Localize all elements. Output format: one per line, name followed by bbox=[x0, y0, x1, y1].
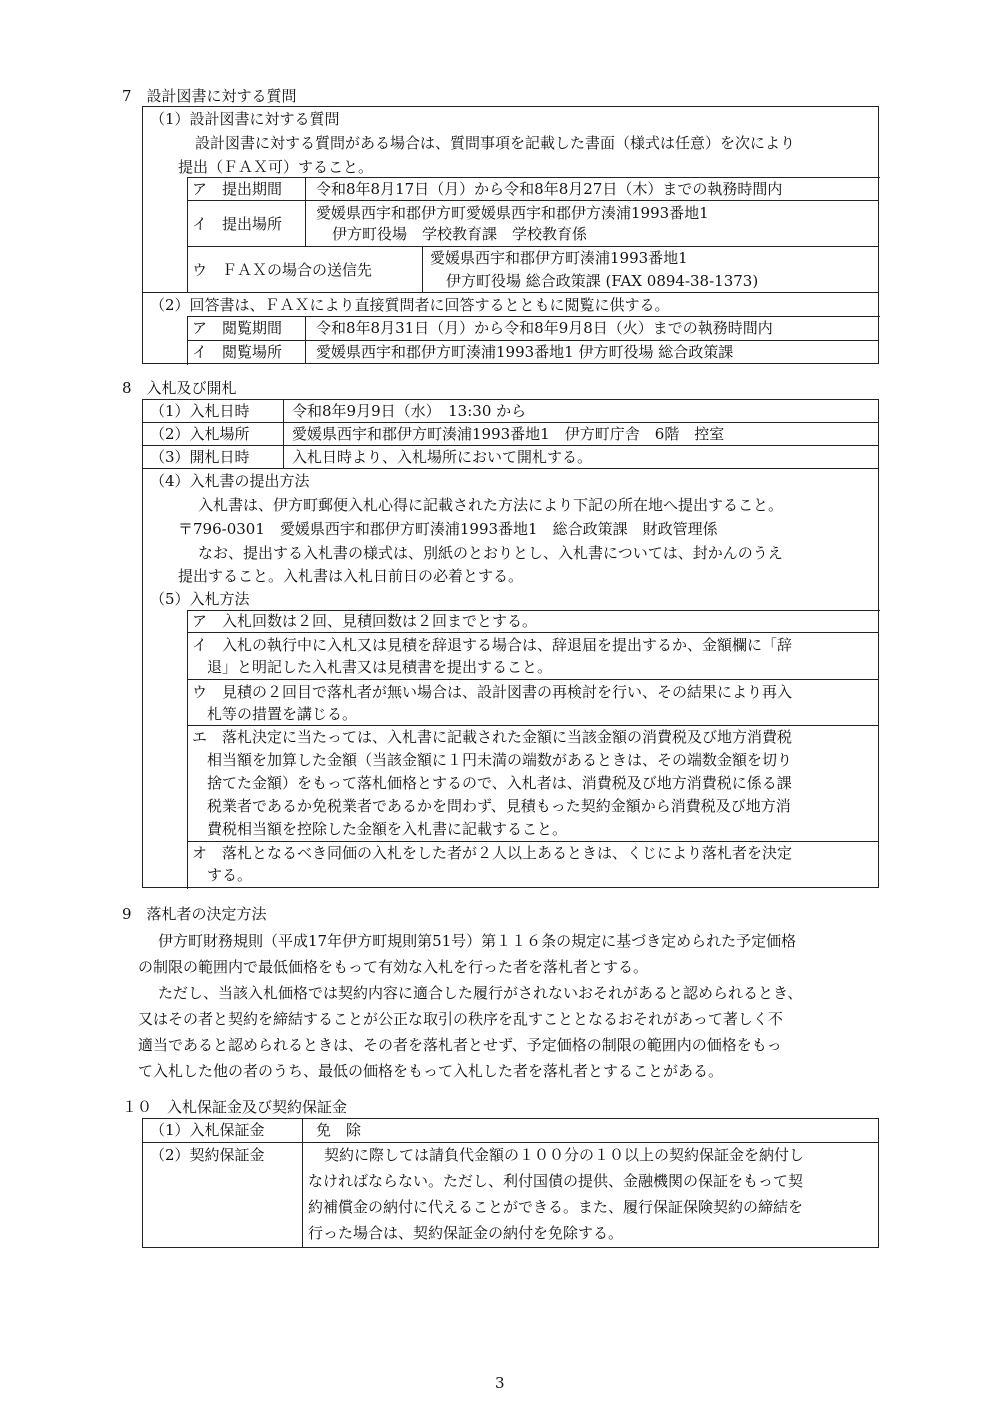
s8-method-u-line2: 札等の措置を講じる。 bbox=[207, 705, 358, 723]
s8-method-o-line2: する。 bbox=[207, 866, 253, 884]
s9-line5: 適当であると認められるときは、その者を落札者とせず、予定価格の制限の範囲内の価格をもっ bbox=[138, 1036, 782, 1054]
s9-line3: ただし、当該入札価格では契約内容に適合した履行がされないおそれがあると認められるとき、 bbox=[158, 984, 803, 1002]
s8-method-e-line4: 税業者であるか免税業者であるかを問わず、見積もった契約金額から消費税及び地方消 bbox=[207, 797, 791, 815]
s10-contract-bond-line4: 行った場合は、契約保証金の納付を免除する。 bbox=[308, 1224, 624, 1242]
s8-method-i-line1: イ 入札の執行中に入札又は見積を辞退する場合は、辞退届を提出するか、金額欄に「辞 bbox=[192, 636, 793, 654]
s10-bid-bond-label: （1）入札保証金 bbox=[150, 1121, 265, 1139]
s10-contract-bond-line3: 約補償金の納付に代えることができる。また、履行保証保険契約の締結を bbox=[308, 1198, 804, 1216]
s8-method-e-line2: 相当額を加算した金額（当該金額に１円未満の端数があるときは、その端数金額を切り bbox=[207, 751, 793, 769]
s8-date-value: 令和8年9月9日（水） 13:30 から bbox=[292, 402, 527, 420]
s7-row-fax-value-line1: 愛媛県西宇和郡伊方町湊浦1993番地1 bbox=[430, 249, 688, 267]
s8-p4-line3: なお、提出する入札書の様式は、別紙のとおりとし、入札書については、封かんのうえ bbox=[198, 544, 783, 562]
s9-line1: 伊方町財務規則（平成17年伊方町規則第51号）第１１６条の規定に基づき定められた予定価格 bbox=[158, 932, 797, 950]
s10-contract-bond-line1: 契約に際しては請負代金額の１００分の１０以上の契約保証金を納付し bbox=[324, 1146, 805, 1164]
s7-row-fax-label: ウ ＦＡＸの場合の送信先 bbox=[192, 261, 373, 279]
s8-method-i-line2: 退」と明記した入札書又は見積書を提出すること。 bbox=[207, 658, 553, 676]
s7-viewing-place-label: イ 閲覧場所 bbox=[192, 343, 283, 361]
s7-row-period-value: 令和8年8月17日（月）から令和8年8月27日（木）までの執務時間内 bbox=[316, 180, 783, 198]
s10-contract-bond-line2: なければならない。ただし、利付国債の提供、金融機関の保証をもって契 bbox=[308, 1172, 804, 1190]
section-7-heading: 7 設計図書に対する質問 bbox=[122, 87, 297, 105]
s8-place-label: （2）入札場所 bbox=[150, 425, 250, 443]
s7-p1-body-line2: 提出（ＦＡＸ可）すること。 bbox=[178, 158, 374, 176]
s10-bid-bond-value: 免 除 bbox=[316, 1121, 362, 1139]
s8-opening-value: 入札日時より、入札場所において開札する。 bbox=[292, 448, 593, 466]
s8-p4-line1: 入札書は、伊方町郵便入札心得に記載された方法により下記の所在地へ提出すること。 bbox=[198, 496, 784, 514]
s8-p4-line4: 提出すること。入札書は入札日前日の必着とする。 bbox=[178, 567, 524, 585]
s7-viewing-place-value: 愛媛県西宇和郡伊方町湊浦1993番地1 伊方町役場 総合政策課 bbox=[316, 343, 734, 361]
section-8-heading: 8 入札及び開札 bbox=[122, 379, 237, 397]
page-number: 3 bbox=[495, 1374, 505, 1392]
s9-line4: 又はその者と契約を締結することが公正な取引の秩序を乱すこととなるおそれがあって著しく不 bbox=[138, 1010, 783, 1028]
s8-p4-title: （4）入札書の提出方法 bbox=[150, 472, 310, 490]
s7-viewing-period-label: ア 閲覧期間 bbox=[192, 319, 283, 337]
s8-method-e-line3: 捨てた金額）をもって落札価格とするので、入札者は、消費税及び地方消費税に係る課 bbox=[207, 774, 792, 792]
s8-method-e-line1: エ 落札決定に当たっては、入札書に記載された金額に当該金額の消費税及び地方消費税 bbox=[192, 728, 793, 746]
s7-row-place-value-line1: 愛媛県西宇和郡伊方町愛媛県西宇和郡伊方湊浦1993番地1 bbox=[316, 204, 709, 222]
s7-p2-title: （2）回答書は、ＦＡＸにより直接質問者に回答するとともに閲覧に供する。 bbox=[150, 296, 670, 314]
s9-line6: て入札した他の者のうち、最低の価格をもって入札した者を落札者とすることがある。 bbox=[138, 1062, 724, 1080]
s8-place-value: 愛媛県西宇和郡伊方町湊浦1993番地1 伊方町庁舎 6階 控室 bbox=[292, 425, 725, 443]
s7-viewing-period-value: 令和8年8月31日（月）から令和8年9月8日（火）までの執務時間内 bbox=[316, 319, 773, 337]
s7-row-fax-value-line2: 伊方町役場 総合政策課 (FAX 0894-38-1373) bbox=[446, 272, 759, 290]
s8-method-a: ア 入札回数は２回、見積回数は２回までとする。 bbox=[192, 612, 538, 630]
s7-row-period-label: ア 提出期間 bbox=[192, 180, 283, 198]
section-9-heading: 9 落札者の決定方法 bbox=[122, 905, 267, 923]
s7-p1-title: （1）設計図書に対する質問 bbox=[150, 110, 340, 128]
s8-date-label: （1）入札日時 bbox=[150, 402, 250, 420]
s8-method-o-line1: オ 落札となるべき同価の入札をした者が２人以上あるときは、くじにより落札者を決定 bbox=[192, 844, 793, 862]
s7-p1-body-line1: 設計図書に対する質問がある場合は、質問事項を記載した書面（様式は任意）を次により bbox=[195, 134, 796, 152]
s10-contract-bond-label: （2）契約保証金 bbox=[150, 1146, 265, 1164]
s9-line2: の制限の範囲内で最低価格をもって有効な入札を行った者を落札者とする。 bbox=[138, 958, 649, 976]
s8-method-e-line5: 費税相当額を控除した金額を入札書に記載すること。 bbox=[207, 820, 568, 838]
s7-row-place-value-line2: 伊方町役場 学校教育課 学校教育係 bbox=[332, 225, 588, 243]
s7-row-place-label: イ 提出場所 bbox=[192, 215, 283, 233]
section-10-heading: １０ 入札保証金及び契約保証金 bbox=[122, 1098, 348, 1116]
s8-opening-label: （3）開札日時 bbox=[150, 448, 250, 466]
s8-p5-title: （5）入札方法 bbox=[150, 590, 250, 608]
s8-p4-line2: 〒796-0301 愛媛県西宇和郡伊方町湊浦1993番地1 総合政策課 財政管理係 bbox=[178, 520, 718, 538]
s8-method-u-line1: ウ 見積の２回目で落札者が無い場合は、設計図書の再検討を行い、その結果により再入 bbox=[192, 683, 793, 701]
